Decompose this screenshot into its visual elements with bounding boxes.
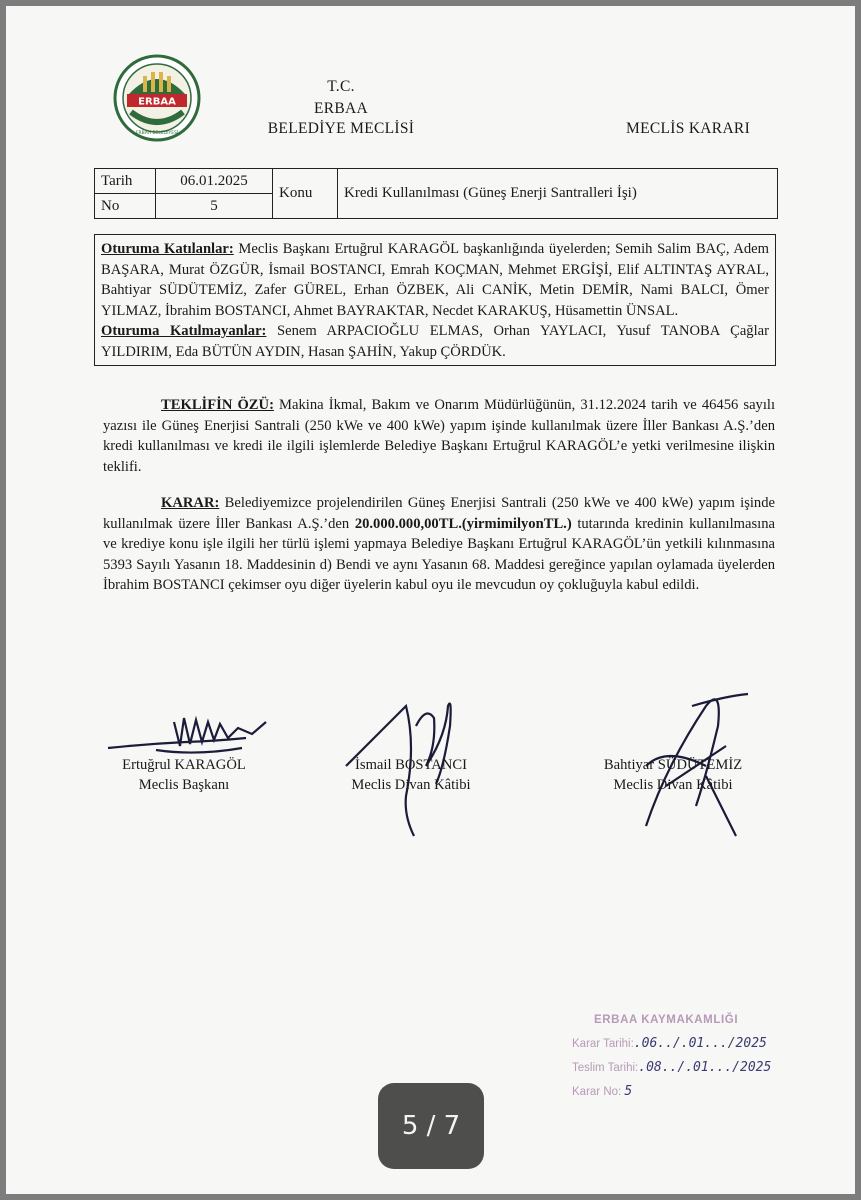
signer-title: Meclis Divan Kâtibi <box>351 777 471 793</box>
number-value: 5 <box>156 194 273 219</box>
decision-label: KARAR: <box>161 495 220 511</box>
date-label: Tarih <box>95 169 156 194</box>
header-city: ERBAA <box>313 100 369 117</box>
signer-title: Meclis Başkanı <box>138 777 230 793</box>
header-tc: T.C. <box>327 78 355 95</box>
present-members <box>101 239 769 321</box>
stamp-decision-no: Karar No: 5 <box>572 1084 633 1099</box>
proposal-paragraph <box>103 395 775 477</box>
attendance-box <box>94 234 776 366</box>
svg-text:ERBAA: ERBAA <box>138 96 176 108</box>
signer-name: Ertuğrul KARAGÖL <box>122 757 246 773</box>
document-type: MECLİS KARARI <box>626 120 751 137</box>
absent-label: Oturuma Katılmayanlar: <box>101 323 267 339</box>
subject-label: Konu <box>273 169 338 219</box>
svg-text:ERBAA BELEDİYESİ: ERBAA BELEDİYESİ <box>135 131 179 136</box>
proposal-label: TEKLİFİN ÖZÜ: <box>161 397 274 413</box>
date-value: 06.01.2025 <box>156 169 273 194</box>
stamp-delivery-date: Teslim Tarihi:.08../.01.../2025 <box>572 1060 772 1075</box>
page-indicator: 5 / 7 <box>378 1083 484 1169</box>
stamp-decision-date: Karar Tarihi:.06../.01.../2025 <box>572 1036 767 1051</box>
header-council: BELEDİYE MECLİSİ <box>267 120 415 137</box>
decision-amount: 20.000.000,00TL.(yirmimilyonTL.) <box>354 515 572 532</box>
proposal-text: Makina İkmal, Bakım ve Onarım Müdürlüğünün, 31.12.2024 tarih ve 46456 sayılı yazısı ile Güneş Enerjisi Santrali (250 kWe ve 400 kWe) yapım işinde kullanılmak üzere İller Bankası A.Ş.’den kredi kullanılması ve kredi ile ilgili işlemlerde Belediye Başkanı Ertuğrul KARAGÖL’e yetki verilmesine ilişkin teklifi. <box>103 397 776 475</box>
present-text: Meclis Başkanı Ertuğrul KARAGÖL başkanlığında üyelerden; Semih Salim BAÇ, Adem BAŞARA, Murat ÖZGÜR, İsmail BOSTANCI, Emrah KOÇMAN, Mehmet ERGİŞİ, Elif ALTINTAŞ AYRAL, Bahtiyar SÜDÜTEMİZ, Zafer GÜREL, Erhan ÖZBEK, Ali CANİK, Metin DEMİR, Nami BALCI, Ömer YILMAZ, İbrahim BOSTANCI, Ahmet BAYRAKTAR, Necdet KARAKUŞ, Hüsamettin ÜNSAL. <box>101 241 769 319</box>
district-governorship-stamp <box>572 1009 812 1104</box>
absent-text: Senem ARPACIOĞLU ELMAS, Orhan YAYLACI, Yusuf TANOBA Çağlar YILDIRIM, Eda BÜTÜN AYDIN, Hasan ŞAHİN, Yakup ÇÖRDÜK. <box>101 323 769 360</box>
number-label: No <box>95 194 156 219</box>
decision-text-1: Belediyemizce projelendirilen Güneş Enerjisi Santrali (250 kWe ve 400 kWe) yapım işinde kullanılmak üzere İller Bankası A.Ş.’den <box>103 495 775 532</box>
subject-value: Kredi Kullanılması (Güneş Enerji Santralleri İşi) <box>338 169 778 219</box>
present-label: Oturuma Katılanlar: <box>101 241 234 257</box>
signer-name: İsmail BOSTANCI <box>355 757 467 773</box>
decision-paragraph <box>103 493 775 596</box>
absent-members <box>101 321 769 362</box>
decision-meta-table <box>94 168 778 219</box>
signer-title: Meclis Divan Kâtibi <box>613 777 733 793</box>
document-page <box>6 6 855 1194</box>
signer-name: Bahtiyar SÜDÜTEMİZ <box>603 757 743 773</box>
decision-text-2: tutarında kredinin kullanılmasına ve krediye konu işle ilgili her türlü işlemi yapmaya Belediye Başkanı Ertuğrul KARAGÖL’ün yetkili kılınmasına 5393 Sayılı Yasanın 18. Maddesinin d) Bendi ve aynı Yasanın 68. Maddesi gereğince yapılan oylamada üyelerden İbrahim BOSTANCI çekimser oyu diğer üyelerin kabul oyu ile mevcudun oy çokluğuyla kabul edildi. <box>103 515 775 593</box>
stamp-heading: ERBAA KAYMAKAMLIĞI <box>594 1014 739 1026</box>
signature-block-clerk-2 <box>588 755 758 795</box>
signature-block-clerk-1 <box>336 755 486 795</box>
erbaa-municipality-logo <box>113 54 201 142</box>
signature-block-president <box>114 755 254 795</box>
